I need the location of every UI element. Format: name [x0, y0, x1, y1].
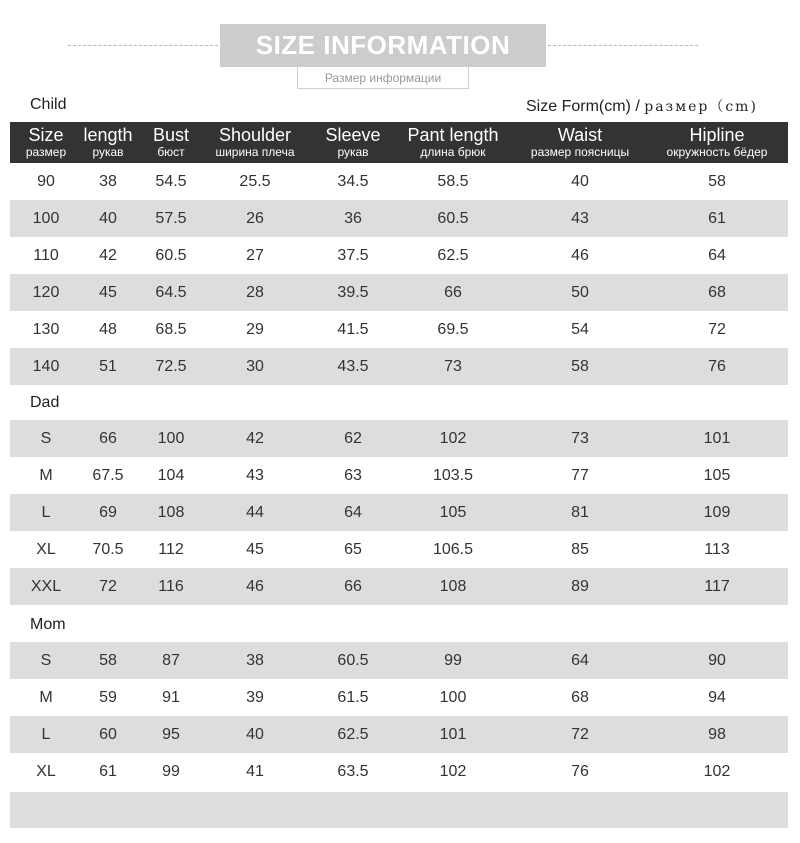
cell-waist: 85 — [571, 541, 589, 558]
cell-sleeve: 36 — [344, 210, 362, 227]
size-form-ru: размер（cm) — [644, 99, 758, 115]
cell-waist: 73 — [571, 430, 589, 447]
cell-pant-length: 108 — [439, 578, 467, 595]
cell-pant-length: 105 — [439, 504, 467, 521]
cell-hipline: 76 — [708, 358, 726, 375]
cell-size: 140 — [32, 358, 60, 375]
table-row — [10, 716, 788, 753]
cell-hipline: 102 — [703, 763, 731, 780]
table-row — [10, 420, 788, 457]
table-row — [10, 531, 788, 568]
cell-shoulder: 46 — [246, 578, 264, 595]
header-waist-en: Waist — [557, 125, 603, 145]
cell-hipline: 117 — [704, 578, 730, 595]
header-bust-en: Bust — [152, 125, 190, 145]
cell-shoulder: 38 — [246, 652, 264, 669]
cell-hipline: 90 — [708, 652, 726, 669]
cell-shoulder: 25.5 — [239, 173, 271, 190]
header-size — [13, 122, 79, 163]
cell-shoulder: 45 — [246, 541, 264, 558]
cell-sleeve: 60.5 — [337, 652, 369, 669]
cell-sleeve: 64 — [344, 504, 362, 521]
cell-size: 120 — [32, 284, 60, 301]
cell-waist: 64 — [571, 652, 589, 669]
cell-pant-length: 106.5 — [432, 541, 474, 558]
cell-bust: 116 — [158, 578, 184, 595]
cell-length: 70.5 — [92, 541, 124, 558]
cell-length: 45 — [99, 284, 117, 301]
page-title: SIZE INFORMATION — [220, 24, 546, 67]
size-form-label — [526, 96, 758, 116]
cell-length: 59 — [99, 689, 117, 706]
cell-shoulder: 42 — [246, 430, 264, 447]
cell-size: 90 — [37, 173, 55, 190]
table-footer-bar — [10, 792, 788, 828]
cell-bust: 68.5 — [155, 321, 187, 338]
group-label-child: Child — [30, 96, 67, 113]
cell-shoulder: 40 — [246, 726, 264, 743]
cell-shoulder: 43 — [246, 467, 264, 484]
cell-pant-length: 66 — [444, 284, 462, 301]
cell-waist: 46 — [571, 247, 589, 264]
header-sleeve-en: Sleeve — [325, 125, 381, 145]
cell-bust: 87 — [162, 652, 180, 669]
cell-length: 38 — [99, 173, 117, 190]
header-hipline-en: Hipline — [689, 125, 745, 145]
cell-shoulder: 30 — [246, 358, 264, 375]
cell-bust: 57.5 — [155, 210, 187, 227]
cell-pant-length: 60.5 — [437, 210, 469, 227]
cell-length: 60 — [99, 726, 117, 743]
cell-hipline: 68 — [708, 284, 726, 301]
cell-size: 110 — [33, 247, 59, 264]
cell-shoulder: 28 — [246, 284, 264, 301]
cell-bust: 60.5 — [155, 247, 187, 264]
cell-hipline: 64 — [708, 247, 726, 264]
cell-shoulder: 39 — [246, 689, 264, 706]
header-shoulder — [200, 122, 310, 163]
cell-bust: 64.5 — [155, 284, 187, 301]
cell-shoulder: 29 — [246, 321, 264, 338]
cell-shoulder: 41 — [246, 763, 264, 780]
cell-waist: 76 — [571, 763, 589, 780]
cell-sleeve: 66 — [344, 578, 362, 595]
header-waist — [510, 122, 650, 163]
cell-size: XXL — [30, 578, 62, 595]
cell-pant-length: 73 — [444, 358, 462, 375]
header-shoulder-en: Shoulder — [218, 125, 292, 145]
cell-waist: 77 — [571, 467, 589, 484]
cell-bust: 100 — [157, 430, 185, 447]
cell-waist: 54 — [571, 321, 589, 338]
cell-waist: 81 — [571, 504, 589, 521]
header-pant-length — [396, 122, 510, 163]
cell-pant-length: 58.5 — [437, 173, 469, 190]
cell-size: L — [41, 726, 51, 743]
cell-hipline: 61 — [708, 210, 726, 227]
cell-size: 100 — [32, 210, 60, 227]
cell-bust: 91 — [162, 689, 180, 706]
cell-sleeve: 43.5 — [337, 358, 369, 375]
cell-size: XL — [36, 541, 56, 558]
cell-length: 66 — [99, 430, 117, 447]
cell-pant-length: 69.5 — [437, 321, 469, 338]
cell-pant-length: 100 — [439, 689, 467, 706]
table-row — [10, 200, 788, 237]
cell-waist: 50 — [571, 284, 589, 301]
cell-size: XL — [36, 763, 56, 780]
cell-length: 72 — [99, 578, 117, 595]
cell-sleeve: 65 — [344, 541, 362, 558]
cell-shoulder: 44 — [246, 504, 264, 521]
cell-sleeve: 41.5 — [337, 321, 369, 338]
header-bust-ru: бюст — [157, 145, 185, 159]
title-divider-left — [68, 45, 218, 46]
table-row — [10, 494, 788, 531]
cell-pant-length: 62.5 — [437, 247, 469, 264]
cell-length: 51 — [99, 358, 117, 375]
table-row — [10, 274, 788, 311]
header-size-en: Size — [28, 125, 64, 145]
header-bust — [142, 122, 200, 163]
cell-bust: 104 — [157, 467, 185, 484]
header-length-ru: рукав — [92, 145, 124, 159]
header-hipline-ru: окружность бёдер — [666, 145, 768, 159]
cell-hipline: 98 — [708, 726, 726, 743]
size-form-en: Size Form(cm) — [526, 98, 631, 115]
table-row — [10, 163, 788, 200]
cell-size: S — [40, 430, 52, 447]
cell-hipline: 101 — [703, 430, 731, 447]
cell-waist: 68 — [571, 689, 589, 706]
cell-sleeve: 63 — [344, 467, 362, 484]
cell-bust: 72.5 — [155, 358, 187, 375]
header-shoulder-ru: ширина плеча — [215, 145, 295, 159]
cell-length: 42 — [99, 247, 117, 264]
table-row — [10, 679, 788, 716]
header-hipline — [650, 122, 784, 163]
cell-waist: 43 — [571, 210, 589, 227]
cell-length: 67.5 — [92, 467, 124, 484]
table-row — [10, 237, 788, 274]
cell-bust: 54.5 — [155, 173, 187, 190]
cell-hipline: 113 — [704, 541, 730, 558]
cell-sleeve: 61.5 — [337, 689, 369, 706]
cell-sleeve: 34.5 — [337, 173, 369, 190]
table-row — [10, 753, 788, 790]
cell-length: 69 — [99, 504, 117, 521]
header-waist-ru: размер поясницы — [530, 145, 630, 159]
cell-pant-length: 101 — [439, 726, 467, 743]
header-pant-length-ru: длина брюк — [420, 145, 486, 159]
size-form-separator: / — [635, 98, 640, 115]
cell-sleeve: 62 — [344, 430, 362, 447]
cell-hipline: 72 — [708, 321, 726, 338]
cell-waist: 40 — [571, 173, 589, 190]
table-row — [10, 348, 788, 385]
header-length-en: length — [83, 125, 133, 145]
cell-length: 61 — [99, 763, 117, 780]
cell-size: L — [41, 504, 51, 521]
title-divider-right — [548, 45, 698, 46]
page-subtitle: Размер информации — [297, 67, 469, 89]
header-length — [79, 122, 137, 163]
table-row — [10, 642, 788, 679]
cell-hipline: 58 — [708, 173, 726, 190]
header-pant-length-en: Pant length — [407, 125, 499, 145]
cell-length: 40 — [99, 210, 117, 227]
cell-bust: 112 — [158, 541, 184, 558]
cell-sleeve: 39.5 — [337, 284, 369, 301]
cell-shoulder: 27 — [246, 247, 264, 264]
cell-pant-length: 102 — [439, 763, 467, 780]
table-header — [10, 122, 788, 163]
table-row — [10, 568, 788, 605]
cell-hipline: 94 — [708, 689, 726, 706]
group-label-mom: Mom — [30, 616, 66, 633]
cell-bust: 99 — [162, 763, 180, 780]
cell-pant-length: 99 — [444, 652, 462, 669]
header-sleeve — [310, 122, 396, 163]
cell-hipline: 109 — [703, 504, 731, 521]
cell-pant-length: 103.5 — [432, 467, 474, 484]
cell-waist: 89 — [571, 578, 589, 595]
cell-waist: 72 — [571, 726, 589, 743]
cell-size: M — [39, 467, 53, 484]
cell-bust: 108 — [157, 504, 185, 521]
cell-size: M — [39, 689, 53, 706]
cell-size: S — [40, 652, 52, 669]
cell-size: 130 — [32, 321, 60, 338]
table-row — [10, 457, 788, 494]
table-row — [10, 311, 788, 348]
cell-length: 58 — [99, 652, 117, 669]
cell-sleeve: 63.5 — [337, 763, 369, 780]
header-sleeve-ru: рукав — [337, 145, 369, 159]
cell-shoulder: 26 — [246, 210, 264, 227]
cell-bust: 95 — [162, 726, 180, 743]
cell-hipline: 105 — [703, 467, 731, 484]
group-label-dad: Dad — [30, 394, 60, 411]
cell-length: 48 — [99, 321, 117, 338]
cell-sleeve: 62.5 — [337, 726, 369, 743]
cell-pant-length: 102 — [439, 430, 467, 447]
header-size-ru: размер — [25, 145, 67, 159]
cell-waist: 58 — [571, 358, 589, 375]
cell-sleeve: 37.5 — [337, 247, 369, 264]
